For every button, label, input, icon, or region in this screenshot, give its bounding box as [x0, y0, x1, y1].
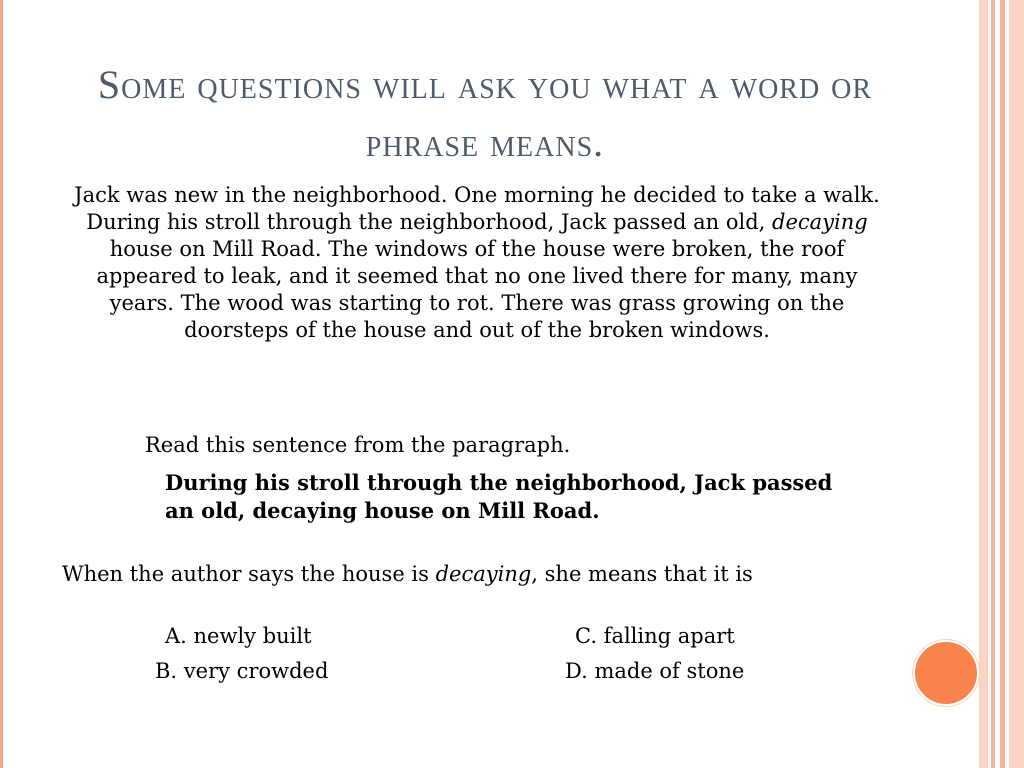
question-emphasis: decaying — [435, 562, 532, 586]
quoted-sentence: During his stroll through the neighborhood, Jack passed an old, decaying house on Mill Road. — [165, 470, 833, 523]
passage-text: Jack was new in the neighborhood. One morning he decided to take a walk. During his stroll through the neighborhood, Jack passed an old, — [74, 183, 880, 234]
reading-passage — [62, 182, 892, 344]
answer-d: D. made of stone — [565, 659, 745, 683]
decorative-stripe — [1009, 0, 1024, 768]
instruction-text: Read this sentence from the paragraph. — [145, 433, 571, 457]
decorative-stripe — [979, 0, 988, 768]
answer-c: C. falling apart — [575, 624, 735, 648]
question-text — [62, 561, 900, 588]
question-part: , she means that it is — [531, 562, 753, 586]
answer-a: A. newly built — [165, 624, 312, 648]
question-part: When the author says the house is — [62, 562, 436, 586]
answer-b: B. very crowded — [155, 659, 329, 683]
left-edge-stripe — [0, 0, 3, 768]
slide-title: Some questions will ask you what a word or phrase means. — [97, 62, 873, 165]
passage-text: house on Mill Road. The windows of the house were broken, the roof appeared to leak, and it seemed that no one lived there for many, many years. The wood was starting to rot. There was grass growing on the doorsteps of the house and out of the broken windows. — [96, 237, 858, 342]
decorative-circle — [913, 640, 979, 706]
passage-emphasis: decaying — [772, 210, 868, 234]
